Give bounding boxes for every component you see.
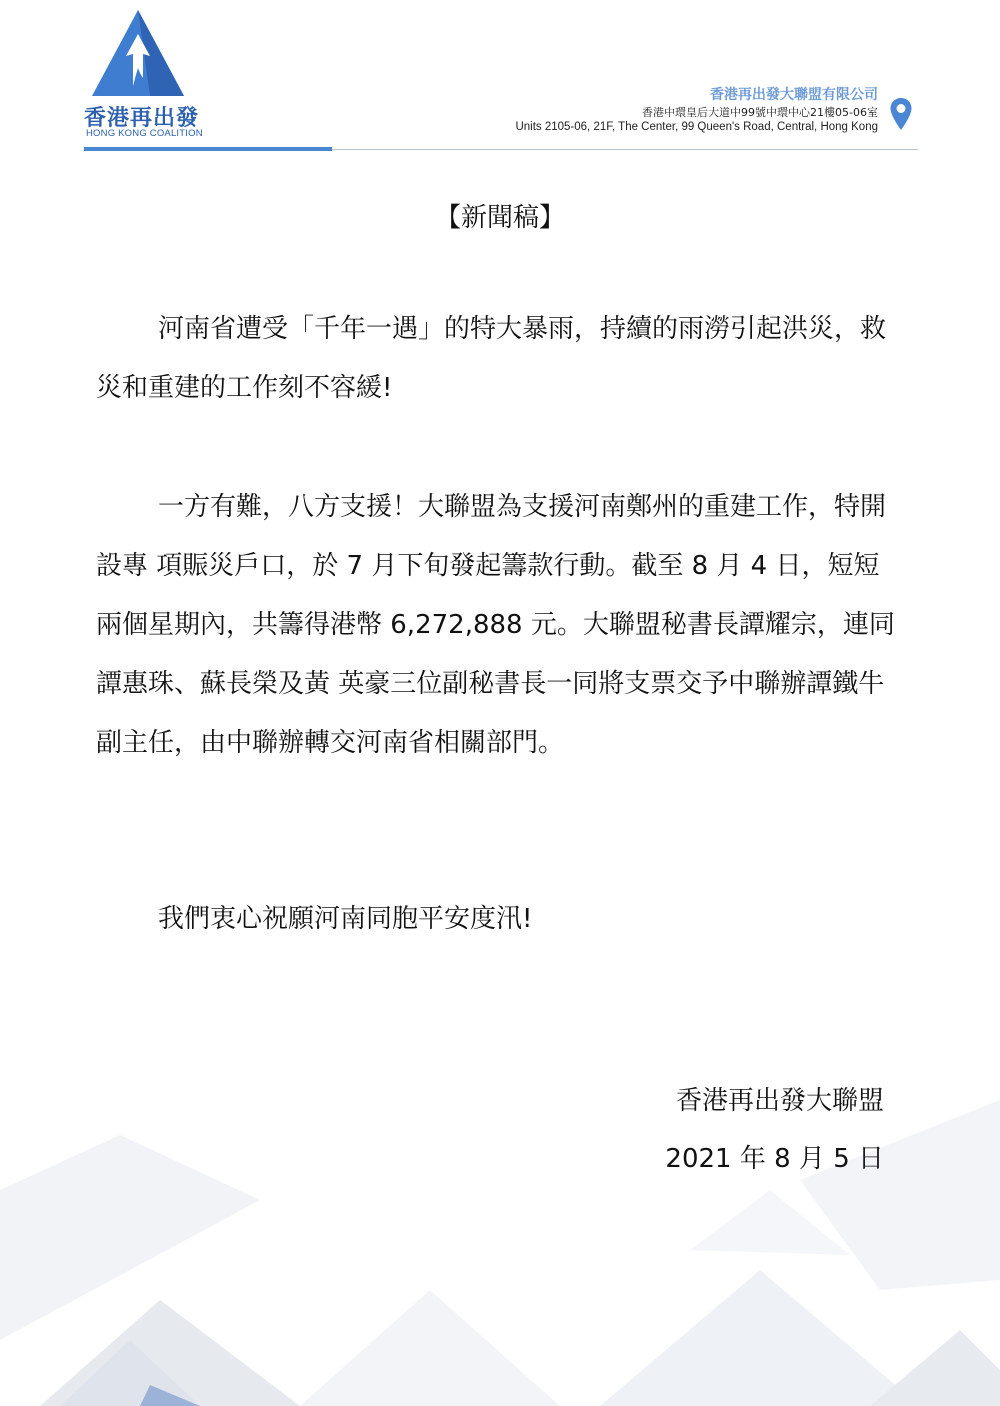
logo-name: 香港再出發 (84, 106, 200, 131)
address-english: Units 2105-06, 21F, The Center, 99 Queen's Road, Central, Hong Kong (515, 121, 878, 133)
document-title: 【新聞稿】 (434, 203, 565, 233)
map-pin-icon (889, 97, 913, 131)
company-name: 香港再出發大聯盟有限公司 (710, 87, 878, 103)
paragraph-3: 我們衷心祝願河南同胞平安度汛! (158, 904, 533, 934)
header-accent-bar (84, 147, 332, 151)
paragraph-2: 一方有難，八方支援！大聯盟為支援河南鄭州的重建工作，特開設專 項賑災戶口，於 7 月下旬發起籌款行動。截至 8 月 4 日，短短兩個星期內，共籌得港幣 6,272,888 元。大聯盟秘書長譚耀宗，連同譚惠珠、蘇長榮及黃 英豪三位副秘書長一同將支票交予中聯辦譚鐵牛副主任，由中聯辦轉交河南省相關部門。 (96, 492, 895, 758)
logo-subtitle: HONG KONG COALITION (86, 128, 203, 139)
address-chinese: 香港中環皇后大道中99號中環中心21樓05-06室 (642, 106, 878, 119)
signature-date: 2021 年 8 月 5 日 (665, 1144, 884, 1174)
paragraph-1: 河南省遭受「千年一遇」的特大暴雨，持續的雨澇引起洪災，救災和重建的工作刻不容緩! (96, 314, 887, 403)
coalition-logo-icon (88, 8, 188, 98)
signature-organization: 香港再出發大聯盟 (675, 1086, 884, 1116)
